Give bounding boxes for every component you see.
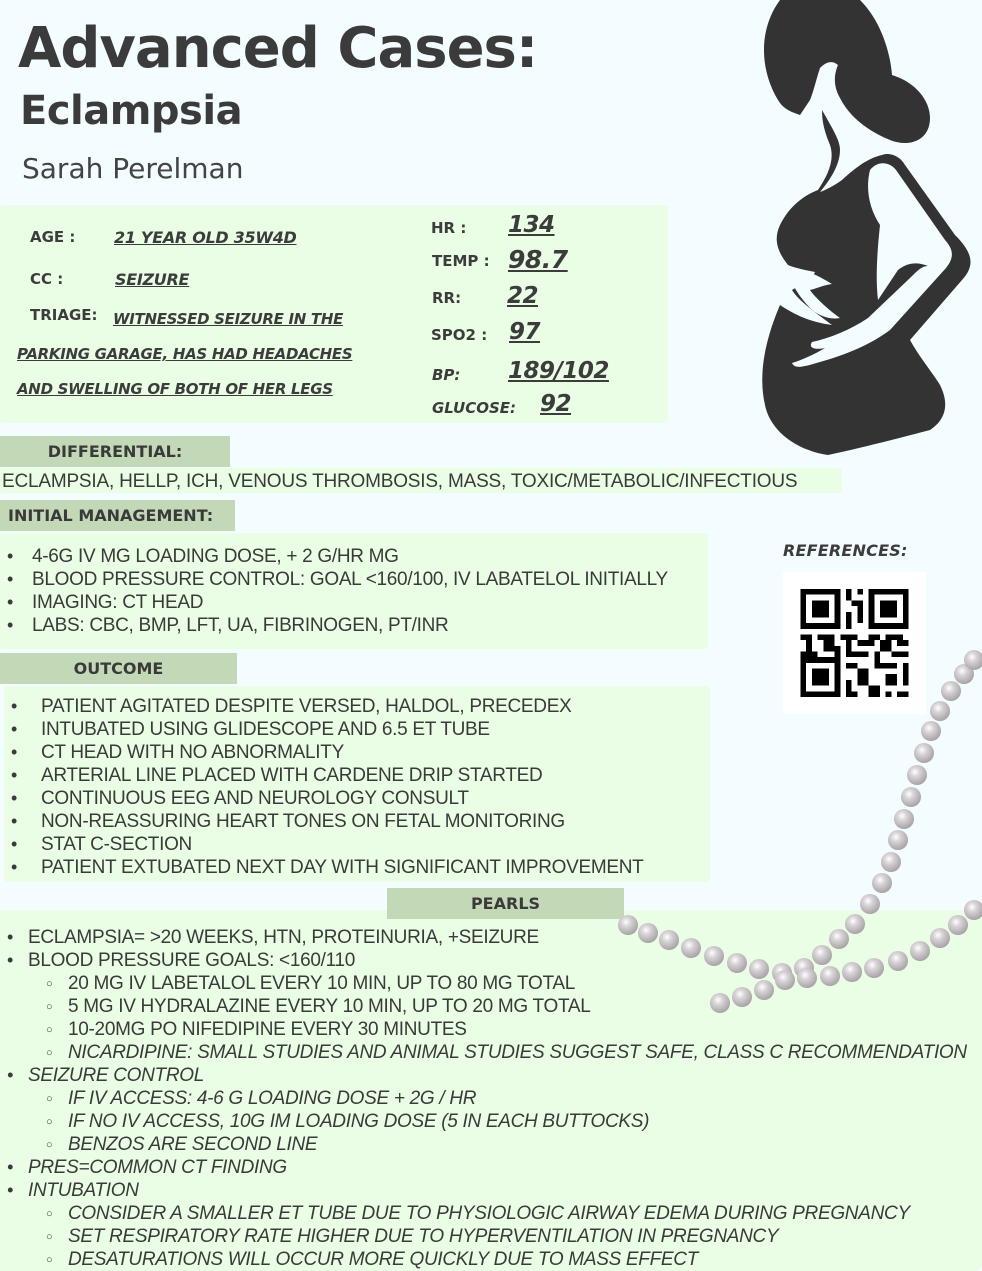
list-subitem: ○ 20 MG IV LABETALOL EVERY 10 MIN, UP TO 80 MG TOTAL [0,972,982,995]
list-subitem: ○ IF IV ACCESS: 4-6 G LOADING DOSE + 2G / HR [0,1087,982,1110]
list-item: • SEIZURE CONTROL [0,1064,982,1087]
list-subitem: ○ 5 MG IV HYDRALAZINE EVERY 10 MIN, UP TO 20 MG TOTAL [0,995,982,1018]
hr-value: 134 [508,212,555,238]
outcome-box [4,686,710,882]
glucose-label: GLUCOSE: [432,399,517,417]
list-item: • CONTINUOUS EEG AND NEUROLOGY CONSULT [4,787,710,810]
age-value: 21 YEAR OLD 35W4D [114,228,297,247]
temp-value: 98.7 [508,245,568,274]
list-item: • LABS: CBC, BMP, LFT, UA, FIBRINOGEN, PT/INR [0,614,708,637]
initial-management-box [0,533,708,649]
pregnant-woman-icon [740,0,982,460]
list-subitem: ○ SET RESPIRATORY RATE HIGHER DUE TO HYPERVENTILATION IN PREGNANCY [0,1225,982,1248]
cc-label: CC : [30,270,64,288]
list-item: • INTUBATED USING GLIDESCOPE AND 6.5 ET TUBE [4,718,710,741]
list-item: • NON-REASSURING HEART TONES ON FETAL MONITORING [4,810,710,833]
differential-text: ECLAMPSIA, HELLP, ICH, VENOUS THROMBOSIS, MASS, TOXIC/METABOLIC/INFECTIOUS [2,471,798,492]
list-item: • BLOOD PRESSURE CONTROL: GOAL <160/100, IV LABATELOL INITIALLY [0,568,708,591]
bp-label: BP: [432,366,461,384]
list-item: • ARTERIAL LINE PLACED WITH CARDENE DRIP STARTED [4,764,710,787]
pearls-heading: PEARLS [387,888,624,919]
list-item: • PATIENT EXTUBATED NEXT DAY WITH SIGNIFICANT IMPROVEMENT [4,856,710,879]
bp-value: 189/102 [508,358,609,384]
list-subitem: ○ NICARDIPINE: SMALL STUDIES AND ANIMAL STUDIES SUGGEST SAFE, CLASS C RECOMMENDATION [0,1041,982,1064]
pearls-box [0,910,982,1271]
list-item: • BLOOD PRESSURE GOALS: <160/110 [0,949,982,972]
temp-label: TEMP : [432,252,490,270]
list-subitem: ○ BENZOS ARE SECOND LINE [0,1133,982,1156]
rr-label: RR: [432,289,462,307]
list-item: • IMAGING: CT HEAD [0,591,708,614]
list-item: • INTUBATION [0,1179,982,1202]
list-subitem: ○ 10-20MG PO NIFEDIPINE EVERY 30 MINUTES [0,1018,982,1041]
initial-management-heading: INITIAL MANAGEMENT: [0,500,235,531]
qr-code-icon [783,572,926,714]
glucose-value: 92 [540,391,572,417]
page-subtitle: Eclampsia [20,88,243,134]
outcome-list [4,686,710,879]
age-label: AGE : [30,228,76,246]
pearls-list [0,910,982,1271]
triage-line-2: PARKING GARAGE, HAS HAD HEADACHES [17,345,353,363]
list-item: • 4-6G IV MG LOADING DOSE, + 2 G/HR MG [0,545,708,568]
cc-value: SEIZURE [115,270,190,289]
references-label: REFERENCES: [783,541,908,560]
list-item: • CT HEAD WITH NO ABNORMALITY [4,741,710,764]
author-name: Sarah Perelman [22,152,244,185]
page-title: Advanced Cases: [18,16,538,81]
triage-line-1: WITNESSED SEIZURE IN THE [113,310,344,328]
outcome-heading: OUTCOME [0,653,237,684]
references-qr-code[interactable] [783,572,926,714]
list-subitem: ○ IF NO IV ACCESS, 10G IM LOADING DOSE (5 IN EACH BUTTOCKS) [0,1110,982,1133]
spo2-value: 97 [509,319,541,345]
hr-label: HR : [431,219,467,237]
list-item: • ECLAMPSIA= >20 WEEKS, HTN, PROTEINURIA, +SEIZURE [0,926,982,949]
list-item: • PRES=COMMON CT FINDING [0,1156,982,1179]
triage-label: TRIAGE: [30,306,98,324]
list-subitem: ○ CONSIDER A SMALLER ET TUBE DUE TO PHYSIOLOGIC AIRWAY EDEMA DURING PREGNANCY [0,1202,982,1225]
list-item: • STAT C-SECTION [4,833,710,856]
initial-management-list [0,533,708,637]
spo2-label: SPO2 : [431,326,488,344]
list-item: • PATIENT AGITATED DESPITE VERSED, HALDOL, PRECEDEX [4,695,710,718]
list-subitem: ○ DESATURATIONS WILL OCCUR MORE QUICKLY DUE TO MASS EFFECT [0,1248,982,1271]
triage-line-3: AND SWELLING OF BOTH OF HER LEGS [17,380,333,398]
rr-value: 22 [507,283,539,309]
differential-heading: DIFFERENTIAL: [0,436,230,467]
